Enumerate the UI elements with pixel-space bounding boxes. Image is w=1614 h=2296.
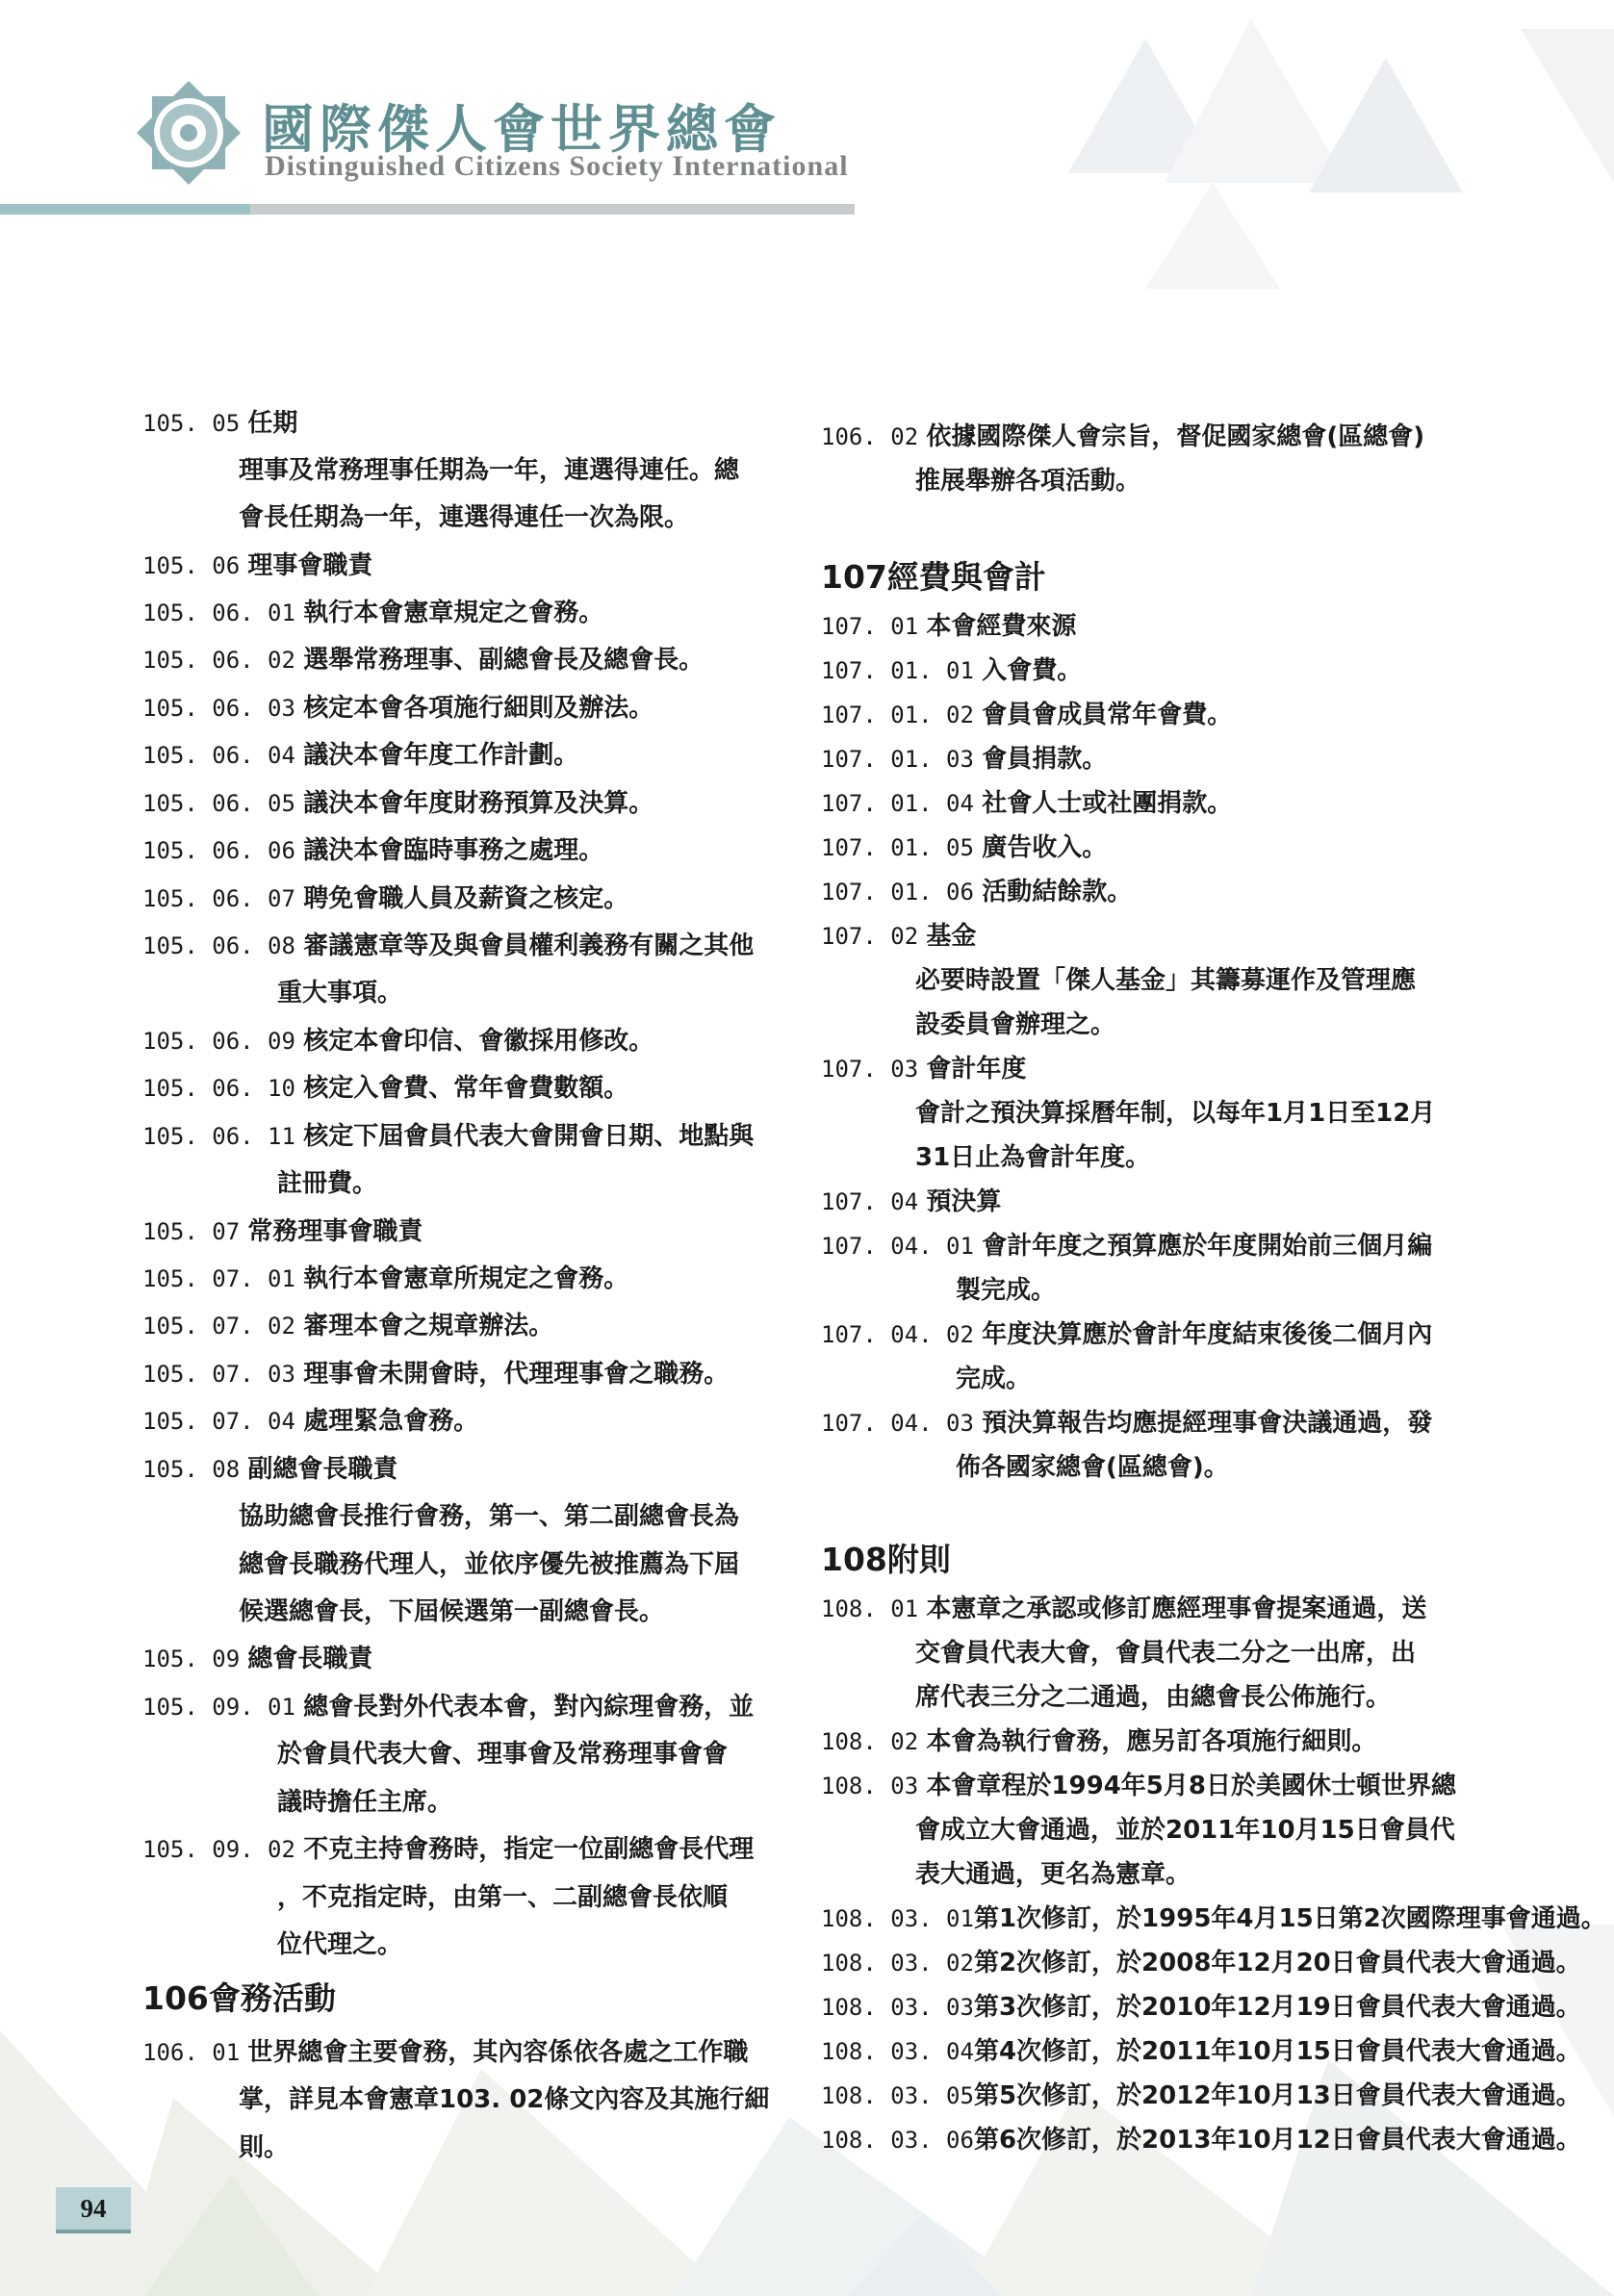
clause-text: 本會章程於1994年5月8日於美國休士頓世界總 xyxy=(926,1772,1456,1800)
section-heading: 108附則 xyxy=(821,1541,951,1578)
clause-number: 108. 03. 06 xyxy=(821,2127,974,2154)
clause-number: 105. 06. 07 xyxy=(142,885,295,912)
clause-text: 審理本會之規章辦法。 xyxy=(303,1312,554,1340)
clause-text: 會計之預決算採曆年制，以每年1月1日至12月 xyxy=(915,1099,1436,1128)
clause-number: 107. 01. 03 xyxy=(821,746,974,773)
clause-line xyxy=(956,1274,1056,1307)
clause-line xyxy=(239,454,739,487)
clause-number: 105. 08 xyxy=(142,1456,241,1483)
clause-text: 核定入會費、常年會費數額。 xyxy=(303,1074,629,1103)
clause-text: 預決算 xyxy=(926,1187,1002,1216)
clause-line xyxy=(821,876,1132,908)
clause-number: 105. 06. 05 xyxy=(142,790,295,817)
clause-line xyxy=(956,1363,1031,1395)
clause-number: 107. 01. 06 xyxy=(821,879,974,906)
clause-text: 執行本會憲章所規定之會務。 xyxy=(303,1264,629,1293)
clause-text: 議時擔任主席。 xyxy=(277,1788,453,1817)
clause-number: 105. 07. 04 xyxy=(142,1408,295,1435)
clause-line xyxy=(821,1902,1606,1935)
clause-line xyxy=(821,1770,1456,1802)
clause-text: 入會費。 xyxy=(982,656,1083,685)
clause-number: 105. 06. 11 xyxy=(142,1123,295,1150)
clause-line xyxy=(142,644,704,676)
clause-line xyxy=(821,787,1232,820)
clause-line xyxy=(915,1097,1435,1130)
clause-line xyxy=(915,1814,1455,1847)
clause-line xyxy=(821,699,1232,731)
clause-number: 105. 09 xyxy=(142,1645,241,1672)
clause-text: 議決本會臨時事務之處理。 xyxy=(303,836,604,865)
clause-line xyxy=(142,834,603,867)
clause-text: 表大通過，更名為憲章。 xyxy=(915,1860,1191,1889)
clause-text: 議決本會年度工作計劃。 xyxy=(303,741,579,770)
clause-line xyxy=(142,1310,553,1342)
clause-text: 會計年度 xyxy=(926,1055,1027,1084)
clause-text: 重大事項。 xyxy=(277,979,403,1008)
clause-text: 會成立大會通過，並於2011年10月15日會員代 xyxy=(915,1816,1455,1845)
clause-line xyxy=(142,1453,397,1486)
clause-number: 106. 02 xyxy=(821,423,919,450)
clause-line xyxy=(821,1593,1426,1625)
clause-line xyxy=(277,1786,452,1819)
clause-text: 社會人士或社團捐款。 xyxy=(982,789,1233,818)
clause-text: 佈各國家總會(區總會)。 xyxy=(956,1453,1229,1482)
clause-number: 105. 06. 06 xyxy=(142,837,295,864)
clause-line xyxy=(142,549,372,582)
clause-line xyxy=(239,1500,739,1533)
clause-text: 第6次修訂，於2013年10月12日會員代表大會通過。 xyxy=(973,2126,1581,2155)
clause-text: 完成。 xyxy=(956,1365,1032,1393)
clause-line xyxy=(142,1358,729,1390)
clause-number: 105. 06. 03 xyxy=(142,695,295,722)
clause-text: 總會長對外代表本會，對內綜理會務，並 xyxy=(303,1693,755,1722)
clause-text: 本會經費來源 xyxy=(926,612,1077,641)
clause-line xyxy=(821,1407,1432,1440)
clause-line xyxy=(142,882,628,915)
clause-line xyxy=(239,2083,769,2116)
clause-text: 席代表三分之二通過，由總會長公佈施行。 xyxy=(915,1683,1392,1712)
page-number: 94 xyxy=(56,2187,131,2233)
clause-text: 第1次修訂，於1995年4月15日第2次國際理事會通過。 xyxy=(973,1904,1606,1933)
clause-text: 選舉常務理事、副總會長及總會長。 xyxy=(303,646,705,675)
clause-line xyxy=(142,1263,628,1295)
clause-number: 107. 01 xyxy=(821,613,919,640)
clause-line xyxy=(821,1053,1026,1085)
clause-number: 105. 07. 03 xyxy=(142,1361,295,1388)
clause-text: 於會員代表大會、理事會及常務理事會會 xyxy=(277,1740,729,1769)
clause-number: 108. 01 xyxy=(821,1595,919,1622)
clause-line xyxy=(142,930,754,962)
clause-number: 105. 05 xyxy=(142,410,241,437)
clause-line xyxy=(821,743,1107,776)
clause-line xyxy=(277,1928,402,1961)
clause-line xyxy=(821,831,1107,864)
clause-text: 交會員代表大會，會員代表二分之一出席，出 xyxy=(915,1639,1417,1668)
clause-line xyxy=(821,1230,1432,1263)
clause-text: 會長任期為一年，連選得連任一次為限。 xyxy=(239,503,690,532)
clause-line xyxy=(142,692,653,725)
clause-line xyxy=(821,1318,1432,1351)
dcs-logo-emblem xyxy=(135,79,243,187)
clause-number: 108. 03. 04 xyxy=(821,2038,974,2065)
clause-text: 製完成。 xyxy=(956,1276,1057,1305)
clause-line xyxy=(821,1186,1001,1218)
clause-text: 預決算報告均應提經理事會決議通過，發 xyxy=(982,1409,1433,1438)
clause-text: 理事會未開會時，代理理事會之職務。 xyxy=(303,1360,730,1389)
clause-number: 105. 06. 08 xyxy=(142,932,295,959)
clause-line xyxy=(142,1405,478,1438)
clause-text: 位代理之。 xyxy=(277,1930,403,1959)
brand-name-english: Distinguished Citizens Society International xyxy=(265,150,849,182)
clause-number: 105. 06. 04 xyxy=(142,742,295,769)
clause-number: 107. 01. 04 xyxy=(821,790,974,817)
clause-number: 107. 01. 05 xyxy=(821,834,974,861)
clause-number: 105. 06 xyxy=(142,552,241,579)
clause-number: 108. 03. 03 xyxy=(821,1994,974,2021)
section-heading: 107經費與會計 xyxy=(821,558,1046,596)
clause-line xyxy=(142,1643,372,1675)
clause-line xyxy=(142,787,653,820)
clause-number: 106. 01 xyxy=(142,2039,241,2066)
header-rule-accent xyxy=(0,204,250,215)
clause-text: 理事會職責 xyxy=(247,551,373,580)
clause-line xyxy=(915,964,1416,997)
clause-line xyxy=(821,654,1082,687)
clause-text: 31日止為會計年度。 xyxy=(915,1143,1151,1172)
clause-text: 依據國際傑人會宗旨，督促國家總會(區總會) xyxy=(926,422,1425,451)
clause-text: 理事及常務理事任期為一年，連選得連任。總 xyxy=(239,456,740,485)
clause-text: 議決本會年度財務預算及決算。 xyxy=(303,789,654,818)
brand-name-chinese: 國際傑人會世界總會 xyxy=(262,98,781,160)
clause-line xyxy=(239,2131,289,2164)
section-heading: 106會務活動 xyxy=(142,1979,336,2017)
clause-number: 105. 07. 01 xyxy=(142,1265,295,1292)
clause-number: 105. 06. 10 xyxy=(142,1075,295,1102)
clause-number: 107. 04. 01 xyxy=(821,1233,974,1260)
clause-text: 設委員會辦理之。 xyxy=(915,1010,1116,1039)
clause-text: ，不克指定時，由第一、二副總會長依順 xyxy=(277,1883,729,1912)
clause-text: 聘免會職人員及薪資之核定。 xyxy=(303,884,629,913)
page-header xyxy=(0,0,1614,231)
clause-line xyxy=(821,1725,1376,1758)
clause-line xyxy=(142,1072,628,1105)
clause-text: 活動結餘款。 xyxy=(982,878,1133,906)
clause-line xyxy=(821,920,976,953)
clause-number: 105. 07 xyxy=(142,1218,241,1245)
clause-number: 107. 03 xyxy=(821,1056,919,1083)
clause-number: 107. 01. 01 xyxy=(821,657,974,684)
clause-number: 105. 09. 01 xyxy=(142,1694,295,1721)
clause-text: 核定本會各項施行細則及辦法。 xyxy=(303,694,654,723)
clause-number: 107. 04 xyxy=(821,1188,919,1215)
clause-line xyxy=(142,2036,748,2069)
clause-line xyxy=(821,1947,1581,1979)
clause-text: 核定下屆會員代表大會開會日期、地點與 xyxy=(303,1122,755,1151)
clause-text: 總會長職責 xyxy=(247,1645,373,1673)
clause-line xyxy=(915,1637,1416,1670)
clause-number: 107. 04. 02 xyxy=(821,1321,974,1348)
clause-line xyxy=(956,1451,1229,1484)
clause-line xyxy=(142,1691,754,1723)
clause-line xyxy=(142,1215,423,1248)
clause-text: 註冊費。 xyxy=(277,1169,378,1198)
clause-number: 105. 06. 09 xyxy=(142,1028,295,1055)
clause-line xyxy=(915,465,1140,497)
clause-line xyxy=(239,1548,739,1581)
clause-line xyxy=(277,1167,377,1200)
clause-text: 候選總會長，下屆候選第一副總會長。 xyxy=(239,1597,665,1626)
clause-number: 108. 03. 05 xyxy=(821,2082,974,2109)
clause-text: 第5次修訂，於2012年10月13日會員代表大會通過。 xyxy=(973,2081,1581,2110)
clause-line xyxy=(142,597,603,629)
clause-line xyxy=(277,977,402,1009)
clause-line xyxy=(239,501,689,534)
clause-line xyxy=(277,1738,728,1771)
clause-text: 副總會長職責 xyxy=(247,1455,398,1484)
clause-number: 105. 07. 02 xyxy=(142,1313,295,1339)
clause-text: 處理緊急會務。 xyxy=(303,1407,479,1436)
clause-text: 世界總會主要會務，其內容係依各處之工作職 xyxy=(247,2038,749,2067)
clause-text: 掌，詳見本會憲章103. 02條文內容及其施行細 xyxy=(239,2085,770,2114)
clause-text: 會計年度之預算應於年度開始前三個月編 xyxy=(982,1232,1433,1261)
clause-text: 第4次修訂，於2011年10月15日會員代表大會通過。 xyxy=(973,2037,1581,2066)
clause-text: 協助總會長推行會務，第一、第二副總會長為 xyxy=(239,1502,740,1531)
clause-line xyxy=(821,2035,1581,2068)
clause-text: 不克主持會務時，指定一位副總會長代理 xyxy=(303,1835,755,1864)
clause-line xyxy=(142,407,297,440)
clause-text: 任期 xyxy=(247,409,298,438)
clause-text: 基金 xyxy=(926,922,977,951)
clause-line xyxy=(915,1858,1191,1891)
clause-line xyxy=(277,1881,728,1914)
clause-number: 105. 06. 02 xyxy=(142,647,295,674)
clause-line xyxy=(142,1025,653,1058)
clause-text: 第2次修訂，於2008年12月20日會員代表大會通過。 xyxy=(973,1949,1581,1977)
clause-text: 會員會成員常年會費。 xyxy=(982,701,1233,729)
clause-number: 105. 06. 01 xyxy=(142,600,295,626)
clause-text: 總會長職務代理人，並依序優先被推薦為下屆 xyxy=(239,1550,740,1579)
clause-text: 本憲章之承認或修訂應經理事會提案通過，送 xyxy=(926,1594,1427,1623)
clause-text: 必要時設置「傑人基金」其籌募運作及管理應 xyxy=(915,966,1417,995)
clause-line xyxy=(239,1595,664,1628)
clause-line xyxy=(821,2079,1581,2112)
clause-text: 執行本會憲章規定之會務。 xyxy=(303,599,604,627)
clause-line xyxy=(915,1681,1391,1714)
clause-line xyxy=(142,1833,754,1866)
clause-text: 廣告收入。 xyxy=(982,833,1108,862)
clause-number: 108. 03. 02 xyxy=(821,1950,974,1977)
clause-text: 會員捐款。 xyxy=(982,745,1108,774)
clause-text: 審議憲章等及與會員權利義務有關之其他 xyxy=(303,931,755,960)
clause-number: 108. 02 xyxy=(821,1728,919,1755)
clause-text: 推展舉辦各項活動。 xyxy=(915,467,1141,496)
clause-text: 核定本會印信、會徽採用修改。 xyxy=(303,1027,654,1056)
clause-line xyxy=(821,2124,1581,2156)
clause-line xyxy=(142,1120,754,1153)
clause-line xyxy=(915,1008,1115,1041)
clause-line xyxy=(915,1141,1150,1174)
clause-text: 則。 xyxy=(239,2133,290,2162)
clause-number: 107. 01. 02 xyxy=(821,702,974,728)
clause-text: 第3次修訂，於2010年12月19日會員代表大會通過。 xyxy=(973,1993,1581,2022)
clause-line xyxy=(821,610,1076,643)
clause-line xyxy=(142,739,578,772)
clause-text: 本會為執行會務，應另訂各項施行細則。 xyxy=(926,1727,1377,1756)
clause-number: 105. 09. 02 xyxy=(142,1836,295,1863)
clause-line xyxy=(821,1991,1581,2024)
clause-number: 108. 03 xyxy=(821,1773,919,1799)
clause-number: 107. 04. 03 xyxy=(821,1410,974,1437)
clause-text: 常務理事會職責 xyxy=(247,1217,423,1246)
header-rule xyxy=(250,204,855,215)
clause-line xyxy=(821,421,1424,453)
clause-number: 107. 02 xyxy=(821,923,919,950)
clause-number: 108. 03. 01 xyxy=(821,1905,974,1932)
clause-text: 年度決算應於會計年度結束後後二個月內 xyxy=(982,1320,1433,1349)
